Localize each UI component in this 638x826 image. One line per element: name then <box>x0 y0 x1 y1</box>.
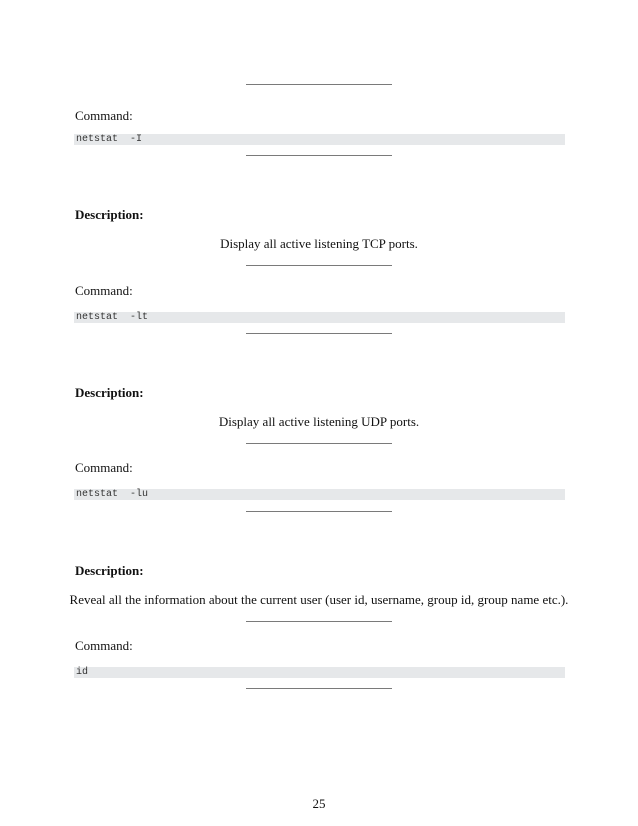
answer-rule-4 <box>246 333 392 334</box>
answer-rule-1 <box>246 84 392 85</box>
answer-rule-2 <box>246 155 392 156</box>
code-block-2 <box>74 312 565 323</box>
answer-rule-6 <box>246 511 392 512</box>
answer-rule-7 <box>246 621 392 622</box>
command-text-1: netstat -I <box>76 134 143 145</box>
description-label-3: Description: <box>75 385 144 400</box>
code-block-1 <box>74 134 565 145</box>
command-label-2: Command: <box>75 283 133 298</box>
answer-rule-8 <box>246 688 392 689</box>
command-label-3: Command: <box>75 460 133 475</box>
command-text-3: netstat -lu <box>76 489 149 500</box>
page-number: 25 <box>312 796 326 811</box>
command-label-4: Command: <box>75 638 133 653</box>
answer-rule-5 <box>246 443 392 444</box>
description-text-2: Display all active listening TCP ports. <box>220 236 418 251</box>
description-label-4: Description: <box>75 563 144 578</box>
code-block-4 <box>74 667 565 678</box>
command-text-4: id <box>76 667 89 678</box>
answer-rule-3 <box>246 265 392 266</box>
description-text-4: Reveal all the information about the current user (user id, username, group id, group name etc.). <box>69 592 569 607</box>
description-text-3: Display all active listening UDP ports. <box>218 414 420 429</box>
description-label-2: Description: <box>75 207 144 222</box>
command-text-2: netstat -lt <box>76 312 149 323</box>
command-label-1: Command: <box>75 108 133 123</box>
code-block-3 <box>74 489 565 500</box>
